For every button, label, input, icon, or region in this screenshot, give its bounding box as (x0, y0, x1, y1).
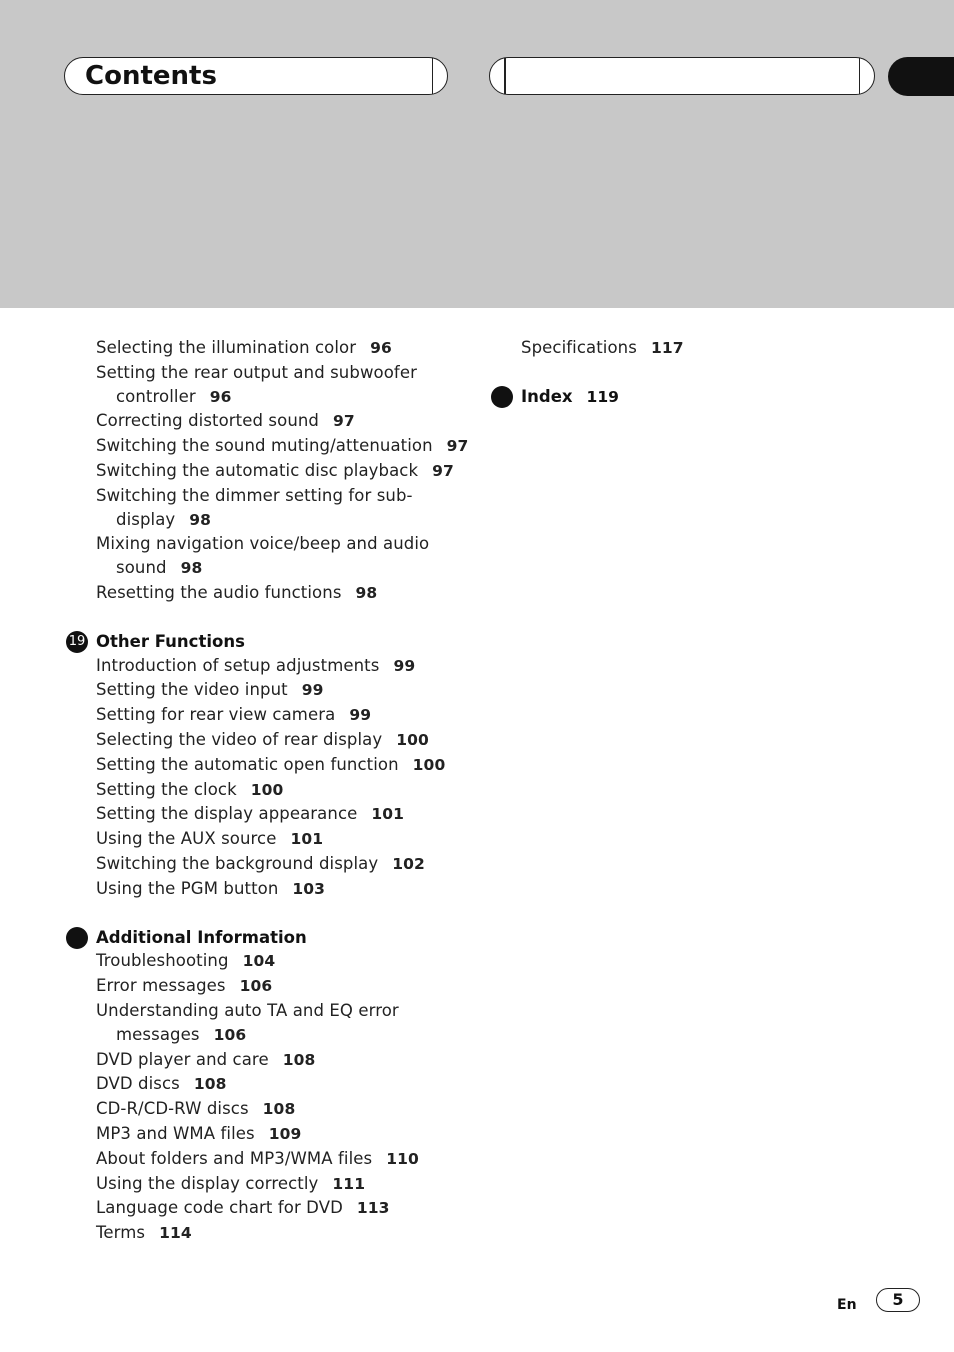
toc-page-number: 98 (355, 583, 378, 602)
toc-entry[interactable] (96, 753, 476, 778)
toc-entry-line (96, 361, 476, 385)
section-title: Index (521, 386, 573, 406)
toc-entry-line (96, 409, 476, 434)
toc-page-number: 106 (239, 977, 273, 996)
toc-entry-text: Setting the clock (96, 779, 237, 799)
toc-entry-text: Correcting distorted sound (96, 411, 320, 431)
toc-entry-line (96, 1196, 476, 1221)
toc-entry-text: DVD discs (96, 1074, 180, 1094)
toc-entry[interactable] (96, 778, 476, 803)
toc-page-number: 108 (282, 1050, 316, 1069)
toc-entry-text: Terms (96, 1223, 146, 1243)
toc-section-index (521, 385, 921, 410)
toc-entry-text: display (116, 509, 176, 529)
toc-entry-text: Using the AUX source (96, 829, 277, 849)
toc-page-number: 100 (412, 755, 446, 774)
chapter-marker-icon (491, 386, 513, 408)
toc-entry[interactable] (96, 728, 476, 753)
chapter-frame-divider-left (504, 58, 506, 94)
page-number: 5 (876, 1288, 920, 1312)
toc-entry-line (96, 852, 476, 877)
toc-entry-line (96, 532, 476, 556)
toc-entry-text: sound (116, 558, 167, 578)
toc-entry-line (96, 581, 476, 606)
toc-page-number: 104 (242, 952, 276, 971)
toc-page-number: 97 (333, 412, 355, 431)
toc-page-number: 113 (356, 1199, 390, 1218)
toc-entry-text: DVD player and care (96, 1049, 269, 1069)
toc-entry-line (96, 802, 476, 827)
toc-entry[interactable] (96, 532, 476, 581)
title-frame-divider (432, 58, 434, 94)
toc-entry-line (96, 949, 476, 974)
toc-entry-text: Specifications (521, 338, 637, 357)
toc-entry-text: CD-R/CD-RW discs (96, 1099, 249, 1119)
toc-entry-text: messages (116, 1024, 200, 1044)
toc-entry[interactable] (96, 336, 476, 361)
toc-entry-line (96, 877, 476, 902)
toc-page-number: 103 (292, 879, 326, 898)
toc-page-number: 111 (332, 1174, 366, 1193)
toc-entry-text: Introduction of setup adjustments (96, 655, 380, 675)
toc-entry-line (96, 1097, 476, 1122)
toc-entry-text: Setting the automatic open function (96, 754, 399, 774)
toc-page-number: 108 (193, 1075, 227, 1094)
toc-entry-text: Using the PGM button (96, 878, 279, 898)
contents-right-column (521, 336, 921, 410)
toc-page-number: 100 (396, 730, 429, 749)
toc-page-number: 110 (386, 1149, 419, 1168)
toc-entry-text: Setting for rear view camera (96, 705, 336, 725)
toc-entry-line (96, 1122, 476, 1147)
toc-entry[interactable] (96, 802, 476, 827)
toc-entry-text: Selecting the illumination color (96, 338, 357, 357)
toc-entry-text: Language code chart for DVD (96, 1198, 343, 1218)
contents-left-column (68, 336, 476, 1246)
toc-entry-line (96, 459, 476, 484)
toc-entry-text: Setting the display appearance (96, 804, 358, 824)
toc-entry[interactable] (96, 999, 476, 1048)
title-frame (64, 57, 448, 95)
toc-entry[interactable] (96, 1097, 476, 1122)
toc-entry[interactable] (96, 827, 476, 852)
toc-entry-text: Understanding auto TA and EQ error (96, 1000, 399, 1020)
toc-entry-line (96, 778, 476, 803)
toc-page-number: 114 (159, 1224, 192, 1243)
toc-entry[interactable] (96, 361, 476, 410)
toc-entry-line (96, 336, 476, 361)
toc-page-number: 99 (349, 706, 372, 725)
toc-entry-line (96, 434, 476, 459)
toc-section (96, 926, 476, 1246)
toc-entry-line (96, 1147, 476, 1172)
toc-entry-line (96, 1023, 476, 1048)
chapter-frame-divider-right (859, 58, 861, 94)
toc-entry-text: MP3 and WMA files (96, 1123, 255, 1143)
toc-page-number: 106 (213, 1025, 247, 1044)
toc-entry-text: Switching the background display (96, 853, 379, 873)
section-heading[interactable] (96, 926, 476, 950)
toc-entry-line (96, 999, 476, 1023)
toc-entry-line (96, 827, 476, 852)
toc-entry-line (96, 385, 476, 410)
toc-page-number: 100 (250, 780, 284, 799)
toc-entry-line (96, 508, 476, 533)
toc-page-number: 119 (586, 387, 619, 406)
toc-page-number: 101 (371, 805, 405, 824)
toc-entry-text: About folders and MP3/WMA files (96, 1148, 373, 1168)
toc-entry-line (96, 484, 476, 508)
toc-page-number: 101 (290, 830, 324, 849)
toc-entry-line (96, 1072, 476, 1097)
toc-page-number: 98 (189, 510, 212, 529)
toc-entry[interactable] (96, 1072, 476, 1097)
language-label: En (837, 1297, 857, 1313)
chapter-frame (489, 57, 875, 95)
toc-entry-line (96, 753, 476, 778)
toc-entry-text: Using the display correctly (96, 1173, 319, 1193)
toc-entry-text: Switching the automatic disc playback (96, 460, 419, 480)
toc-entry-text: Setting the video input (96, 680, 288, 700)
toc-entry[interactable] (521, 336, 921, 361)
toc-entry[interactable] (96, 1221, 476, 1246)
page-title: Contents (85, 61, 217, 91)
toc-entry-line (96, 678, 476, 703)
toc-page-number: 96 (209, 387, 232, 406)
toc-page-number: 97 (432, 461, 454, 480)
toc-entry-line (96, 1172, 476, 1197)
toc-page-number: 98 (180, 559, 203, 578)
toc-entry-text: Switching the dimmer setting for sub- (96, 485, 413, 505)
section-heading[interactable] (68, 630, 476, 654)
toc-entry-text: Mixing navigation voice/beep and audio (96, 534, 430, 554)
toc-entry[interactable] (96, 678, 476, 703)
toc-entry[interactable] (96, 409, 476, 434)
toc-entry-text: Setting the rear output and subwoofer (96, 362, 417, 382)
toc-entry[interactable] (96, 1147, 476, 1172)
toc-entry[interactable] (96, 1172, 476, 1197)
header-band (0, 0, 954, 308)
toc-entry[interactable] (96, 581, 476, 606)
toc-entry-line (521, 336, 921, 361)
toc-entry-text: controller (116, 386, 196, 406)
toc-page-number: 99 (301, 681, 324, 700)
toc-page-number: 102 (392, 854, 425, 873)
toc-page-number: 99 (393, 656, 416, 675)
toc-section (68, 630, 476, 902)
toc-entry[interactable] (96, 434, 476, 459)
toc-entry[interactable] (96, 484, 476, 533)
toc-entry-text: Resetting the audio functions (96, 582, 342, 602)
toc-entry-text: Error messages (96, 976, 226, 996)
section-tab (888, 57, 954, 96)
toc-page-number: 96 (370, 339, 392, 357)
toc-entry-text: Switching the sound muting/attenuation (96, 436, 433, 456)
toc-entry-line (96, 654, 476, 679)
toc-entry[interactable] (96, 1122, 476, 1147)
toc-entry-line (96, 556, 476, 581)
toc-entry-line (96, 703, 476, 728)
toc-entry[interactable] (96, 654, 476, 679)
toc-entry-text: Troubleshooting (96, 951, 229, 971)
toc-entry-line (96, 728, 476, 753)
toc-page-number: 97 (446, 437, 469, 456)
toc-entry-text: Selecting the video of rear display (96, 729, 383, 749)
toc-entry-line (96, 1221, 476, 1246)
toc-page-number: 108 (262, 1100, 296, 1119)
section-title: Other Functions (96, 631, 245, 651)
toc-page-number: 117 (650, 339, 684, 357)
toc-entry[interactable] (96, 703, 476, 728)
section-heading-index[interactable] (521, 385, 921, 410)
chapter-marker-icon: 19 (66, 631, 88, 653)
toc-entry[interactable] (96, 852, 476, 877)
toc-entry-line (96, 974, 476, 999)
chapter-marker-icon (66, 927, 88, 949)
section-title: Additional Information (96, 927, 307, 947)
toc-entry[interactable] (96, 974, 476, 999)
toc-entry[interactable] (96, 1196, 476, 1221)
toc-entry[interactable] (96, 1048, 476, 1073)
toc-entry[interactable] (96, 459, 476, 484)
toc-page-number: 109 (268, 1124, 302, 1143)
toc-entry[interactable] (96, 877, 476, 902)
toc-entry-line (96, 1048, 476, 1073)
toc-entry[interactable] (96, 949, 476, 974)
